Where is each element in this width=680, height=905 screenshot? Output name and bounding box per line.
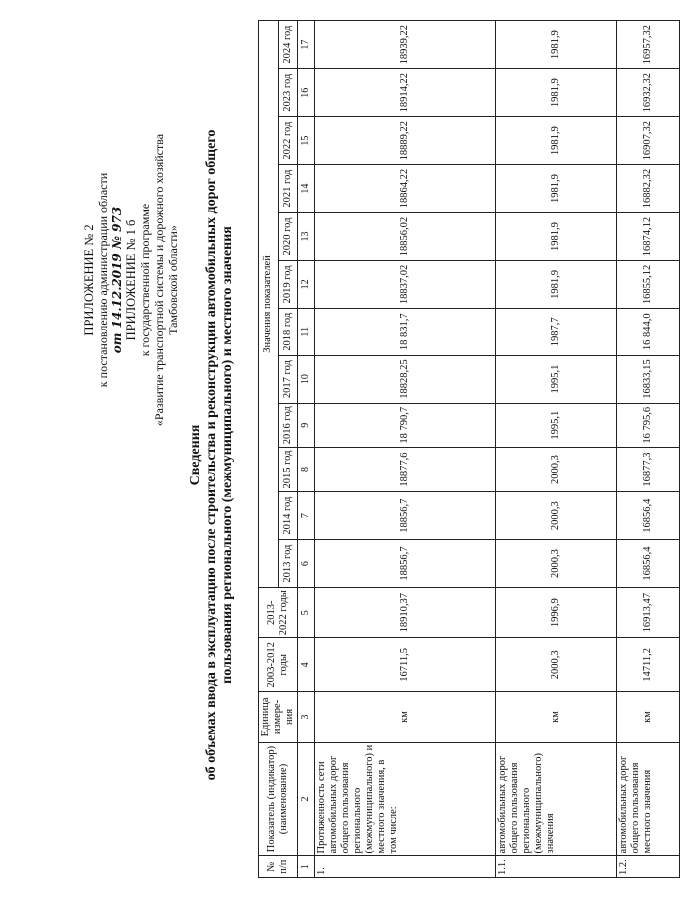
row-value: 18828,25 (315, 355, 496, 403)
handwritten-date-number: от 14.12.2019 № 973 (110, 206, 124, 354)
indicators-table (258, 20, 680, 878)
header-year: 2016 год (278, 403, 298, 447)
table-row (617, 21, 680, 878)
header-period-0: 2003-2012 годы (259, 638, 298, 692)
row-value: 1981,9 (496, 117, 617, 165)
col-number: 8 (298, 447, 315, 491)
row-number: 1.1. (496, 856, 617, 878)
row-value: 18877,6 (315, 447, 496, 491)
row-value: 1981,9 (496, 69, 617, 117)
row-value: 14711,2 (617, 638, 680, 692)
program-name: «Развитие транспортной системы и дорожного хозяйства Тамбовской области» (152, 133, 180, 427)
header-year: 2014 год (278, 492, 298, 540)
table-header-row (259, 21, 279, 878)
table-row (496, 21, 617, 878)
col-number: 4 (298, 638, 315, 692)
row-value: 18864,22 (315, 165, 496, 213)
appendix-header (82, 120, 180, 440)
row-value: 16856,4 (617, 540, 680, 588)
row-value: 18856,7 (315, 540, 496, 588)
row-unit: км (315, 692, 496, 742)
row-value: 1987,7 (496, 308, 617, 355)
header-year: 2021 год (278, 165, 298, 213)
row-indicator: автомобильных дорог общего пользования местного значения (617, 742, 680, 856)
row-value: 16882,32 (617, 165, 680, 213)
col-number: 3 (298, 692, 315, 742)
header-year: 2022 год (278, 117, 298, 165)
row-value: 18 831,7 (315, 308, 496, 355)
col-number: 10 (298, 355, 315, 403)
title-line-2: об объемах ввода в эксплуатацию после строительства и реконструкции автомобильных дорог общего (204, 129, 219, 781)
col-number: 12 (298, 260, 315, 308)
col-number: 14 (298, 165, 315, 213)
row-value: 16907,32 (617, 117, 680, 165)
col-number: 16 (298, 69, 315, 117)
row-value: 2000,3 (496, 492, 617, 540)
resolution-label: к постановлению администрации области (96, 172, 110, 388)
header-year: 2017 год (278, 355, 298, 403)
row-value: 16711,5 (315, 638, 496, 692)
row-indicator: автомобильных дорог общего пользования регионального (межмуниципального) значения (496, 742, 617, 856)
header-no: № п/п (259, 856, 298, 878)
row-value: 18914,22 (315, 69, 496, 117)
document-title (188, 65, 236, 845)
row-value: 16 795,6 (617, 403, 680, 447)
header-year: 2019 год (278, 260, 298, 308)
col-number: 5 (298, 588, 315, 638)
col-number: 13 (298, 213, 315, 261)
appendix-2-label: ПРИЛОЖЕНИЕ № 2 (82, 224, 96, 336)
row-value: 16833,15 (617, 355, 680, 403)
row-value: 18856,02 (315, 213, 496, 261)
table-row (315, 21, 496, 878)
row-value: 16957,32 (617, 21, 680, 69)
row-value: 2000,3 (496, 447, 617, 491)
header-values-group: Значения показателей (259, 21, 279, 588)
row-value: 16855,12 (617, 260, 680, 308)
row-value: 18856,7 (315, 492, 496, 540)
header-period-1: 2013-2022 годы (259, 588, 298, 638)
title-line-3: пользования регионального (межмуниципального) и местного значения (220, 226, 235, 684)
col-number: 7 (298, 492, 315, 540)
header-year: 2024 год (278, 21, 298, 69)
row-value: 1981,9 (496, 21, 617, 69)
row-indicator: Протяженность сети автомобильных дорог общего пользования регионального (межмуниципального) и местного значения, в том числе: (315, 742, 496, 856)
row-value: 16856,4 (617, 492, 680, 540)
program-label: к государственной программе (138, 203, 152, 357)
row-value: 1995,1 (496, 355, 617, 403)
row-value: 1981,9 (496, 213, 617, 261)
header-year: 2020 год (278, 213, 298, 261)
column-number-row (298, 21, 315, 878)
title-line-1: Сведения (188, 424, 203, 486)
appendix-1b-label: ПРИЛОЖЕНИЕ № 1 б (124, 219, 138, 341)
row-value: 16874,12 (617, 213, 680, 261)
row-value: 2000,3 (496, 540, 617, 588)
row-value: 1981,9 (496, 260, 617, 308)
row-unit: км (496, 692, 617, 742)
row-value: 18889,22 (315, 117, 496, 165)
row-value: 16 844,0 (617, 308, 680, 355)
row-value: 18837,02 (315, 260, 496, 308)
row-number: 1. (315, 856, 496, 878)
col-number: 9 (298, 403, 315, 447)
header-year: 2015 год (278, 447, 298, 491)
header-unit: Единица измере-ния (259, 692, 298, 742)
row-value: 16877,3 (617, 447, 680, 491)
header-year: 2023 год (278, 69, 298, 117)
row-value: 18939,22 (315, 21, 496, 69)
row-value: 2000,3 (496, 638, 617, 692)
header-year: 2018 год (278, 308, 298, 355)
row-value: 1981,9 (496, 165, 617, 213)
col-number: 17 (298, 21, 315, 69)
col-number: 15 (298, 117, 315, 165)
row-value: 18 790,7 (315, 403, 496, 447)
header-indicator: Показатель (индикатор) (наименование) (259, 742, 298, 856)
row-number: 1.2. (617, 856, 680, 878)
col-number: 11 (298, 308, 315, 355)
row-value: 1995,1 (496, 403, 617, 447)
row-value: 1996,9 (496, 588, 617, 638)
row-value: 18910,37 (315, 588, 496, 638)
col-number: 2 (298, 742, 315, 856)
col-number: 1 (298, 856, 315, 878)
header-year: 2013 год (278, 540, 298, 588)
row-unit: км (617, 692, 680, 742)
row-value: 16913,47 (617, 588, 680, 638)
row-value: 16932,32 (617, 69, 680, 117)
col-number: 6 (298, 540, 315, 588)
